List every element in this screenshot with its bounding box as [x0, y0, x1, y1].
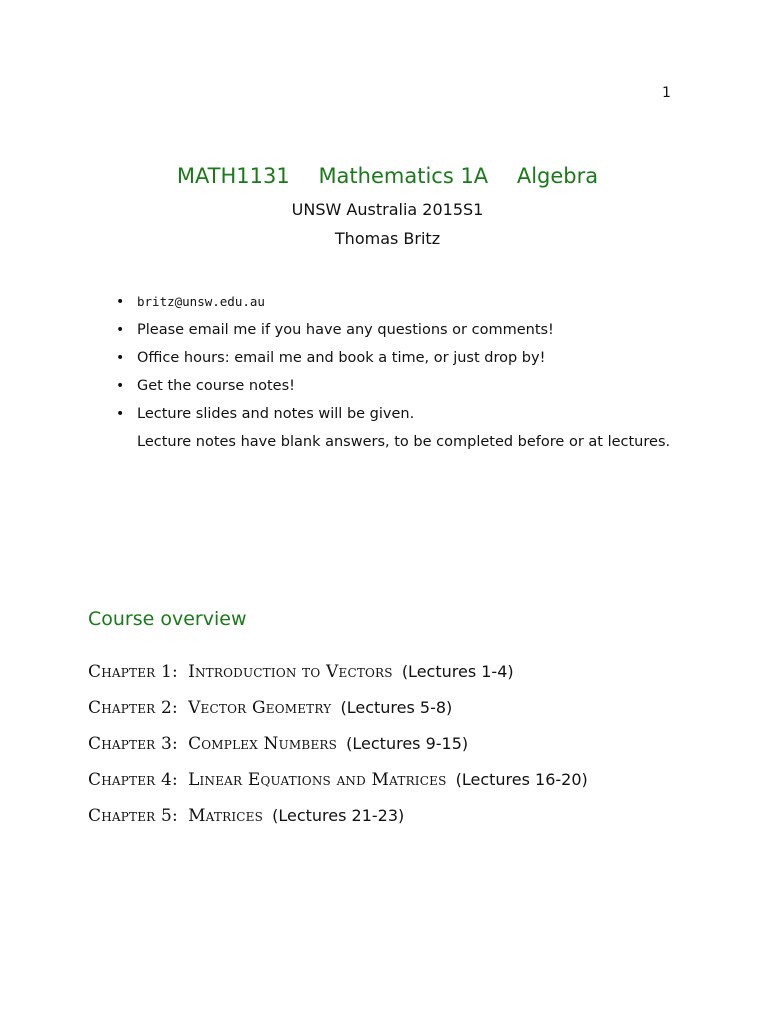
chapter-label: Chapter 4: — [88, 770, 178, 790]
bullet-text: Office hours: email me and book a time, or just drop by! — [137, 350, 546, 366]
bullet-icon: • — [116, 350, 125, 366]
chapter-label: Chapter 2: — [88, 698, 178, 718]
bullet-item — [116, 400, 670, 456]
bullet-icon: • — [116, 322, 125, 338]
bullet-text: Lecture slides and notes will be given. — [137, 406, 415, 422]
chapter-row — [88, 694, 588, 730]
course-topic: Algebra — [516, 164, 599, 188]
chapter-title: Linear Equations and Matrices — [188, 770, 447, 790]
bullet-item — [116, 316, 670, 344]
bullet-icon: • — [116, 294, 125, 310]
chapter-row — [88, 766, 588, 802]
bullet-item-email — [116, 288, 670, 316]
chapter-title: Introduction to Vectors — [188, 662, 393, 682]
chapter-label: Chapter 1: — [88, 662, 178, 682]
chapter-label: Chapter 5: — [88, 806, 178, 826]
course-title — [0, 164, 768, 188]
chapter-list — [88, 658, 588, 838]
chapter-row — [88, 658, 588, 694]
bullet-icon: • — [116, 378, 125, 394]
course-code: MATH1131 — [176, 164, 290, 188]
chapter-title: Complex Numbers — [188, 734, 338, 754]
chapter-lectures: (Lectures 9-15) — [346, 734, 469, 753]
chapter-lectures: (Lectures 1-4) — [401, 662, 514, 681]
chapter-title: Vector Geometry — [188, 698, 332, 718]
chapter-title: Matrices — [188, 806, 264, 826]
chapter-lectures: (Lectures 16-20) — [455, 770, 588, 789]
email-address[interactable]: britz@unsw.edu.au — [137, 294, 265, 309]
bullet-item — [116, 344, 670, 372]
info-bullet-list — [116, 288, 670, 456]
chapter-label: Chapter 3: — [88, 734, 178, 754]
bullet-item — [116, 372, 670, 400]
lecturer-name: Thomas Britz — [334, 229, 441, 248]
bullet-text: Get the course notes! — [137, 378, 295, 394]
bullet-icon: • — [116, 406, 125, 422]
page-number: 1 — [662, 85, 671, 101]
course-overview-heading: Course overview — [88, 608, 247, 630]
chapter-row — [88, 730, 588, 766]
course-name: Mathematics 1A — [318, 164, 489, 188]
chapter-row — [88, 802, 588, 838]
bullet-continuation: Lecture notes have blank answers, to be completed before or at lectures. — [137, 434, 671, 450]
institution-term: UNSW Australia 2015S1 — [291, 200, 484, 219]
chapter-lectures: (Lectures 21-23) — [272, 806, 405, 825]
chapter-lectures: (Lectures 5-8) — [340, 698, 453, 717]
bullet-text: Please email me if you have any questions or comments! — [137, 322, 554, 338]
